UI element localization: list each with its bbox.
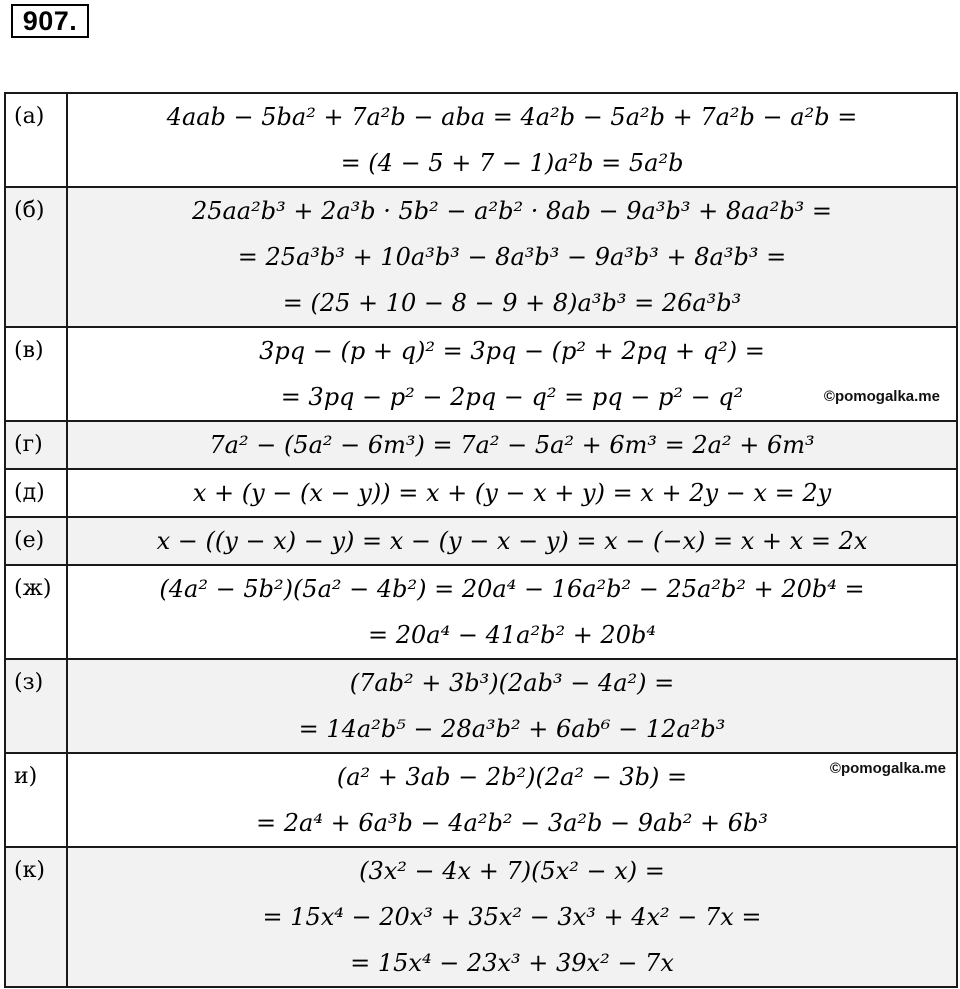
math-line: (3x² − 4x + 7)(5x² − x) = bbox=[359, 857, 665, 885]
math-expression bbox=[67, 469, 957, 517]
math-expression bbox=[67, 187, 957, 327]
row-label: (з) bbox=[5, 659, 67, 753]
math-expression bbox=[67, 847, 957, 987]
table-row bbox=[5, 187, 957, 327]
row-label: (ж) bbox=[5, 565, 67, 659]
math-line: 25aa²b³ + 2a³b · 5b² − a²b² · 8ab − 9a³b³ + 8aa²b³ = bbox=[191, 197, 833, 225]
math-expression bbox=[67, 565, 957, 659]
problem-number: 907. bbox=[11, 4, 89, 38]
row-label: и) bbox=[5, 753, 67, 847]
math-line: = (25 + 10 − 8 − 9 + 8)a³b³ = 26a³b³ bbox=[282, 289, 742, 317]
row-label: (г) bbox=[5, 421, 67, 469]
table-row bbox=[5, 659, 957, 753]
math-line: = 15x⁴ − 20x³ + 35x² − 3x³ + 4x² − 7x = bbox=[262, 903, 762, 931]
math-line: 3pq − (p + q)² = 3pq − (p² + 2pq + q²) = bbox=[259, 337, 765, 365]
table-row bbox=[5, 93, 957, 187]
row-label: (е) bbox=[5, 517, 67, 565]
math-line: = 20a⁴ − 41a²b² + 20b⁴ bbox=[368, 621, 656, 649]
math-line: (a² + 3ab − 2b²)(2a² − 3b) = bbox=[336, 763, 688, 791]
math-line: (7ab² + 3b³)(2ab³ − 4a²) = bbox=[349, 669, 675, 697]
math-line: x + (y − (x − y)) = x + (y − x + y) = x + 2y − x = 2y bbox=[192, 479, 832, 507]
math-line: = 25a³b³ + 10a³b³ − 8a³b³ − 9a³b³ + 8a³b³ = bbox=[237, 243, 787, 271]
math-line: x − ((y − x) − y) = x − (y − x − y) = x − (−x) = x + x = 2x bbox=[156, 527, 868, 555]
math-line: 4aab − 5ba² + 7a²b − aba = 4a²b − 5a²b + 7a²b − a²b = bbox=[166, 103, 858, 131]
math-expression bbox=[67, 421, 957, 469]
math-expression bbox=[67, 517, 957, 565]
math-line: 7a² − (5a² − 6m³) = 7a² − 5a² + 6m³ = 2a² + 6m³ bbox=[209, 431, 815, 459]
row-label: (д) bbox=[5, 469, 67, 517]
watermark: ©pomogalka.me bbox=[823, 388, 940, 405]
row-label: (б) bbox=[5, 187, 67, 327]
row-label: (к) bbox=[5, 847, 67, 987]
math-line: = (4 − 5 + 7 − 1)a²b = 5a²b bbox=[340, 149, 684, 177]
math-line: = 14a²b⁵ − 28a³b² + 6ab⁶ − 12a²b³ bbox=[298, 715, 726, 743]
math-expression bbox=[67, 753, 957, 847]
math-expression bbox=[67, 327, 957, 421]
math-expression bbox=[67, 93, 957, 187]
table-row bbox=[5, 327, 957, 421]
math-expression bbox=[67, 659, 957, 753]
math-line: = 3pq − p² − 2pq − q² = pq − p² − q² bbox=[280, 383, 744, 411]
table-row bbox=[5, 847, 957, 987]
row-label: (в) bbox=[5, 327, 67, 421]
table-row bbox=[5, 517, 957, 565]
table-row bbox=[5, 565, 957, 659]
math-line: = 15x⁴ − 23x³ + 39x² − 7x bbox=[350, 949, 674, 977]
math-line: = 2a⁴ + 6a³b − 4a²b² − 3a²b − 9ab² + 6b³ bbox=[256, 809, 768, 837]
table-row bbox=[5, 753, 957, 847]
table-row bbox=[5, 421, 957, 469]
table-row bbox=[5, 469, 957, 517]
watermark: ©pomogalka.me bbox=[829, 760, 946, 777]
row-label: (а) bbox=[5, 93, 67, 187]
math-line: (4a² − 5b²)(5a² − 4b²) = 20a⁴ − 16a²b² − 25a²b² + 20b⁴ = bbox=[159, 575, 865, 603]
solutions-table bbox=[4, 92, 958, 988]
